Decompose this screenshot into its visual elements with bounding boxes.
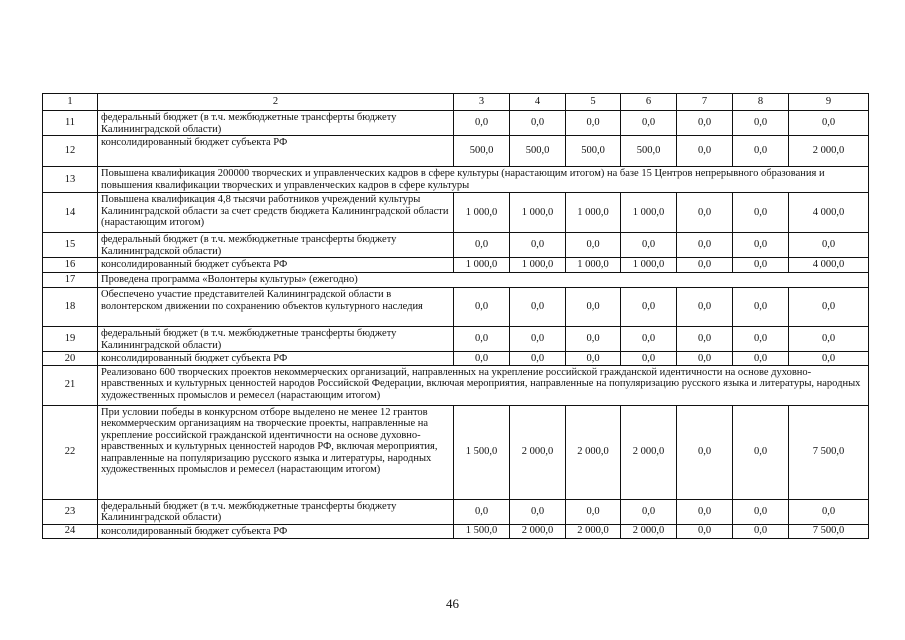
value-cell: 0,0 [677,352,733,366]
value-cell: 0,0 [733,352,789,366]
header-cell-9: 9 [789,94,869,111]
value-cell: 0,0 [510,499,566,524]
table-body [43,94,869,539]
table-row [43,405,869,499]
table-row [43,258,869,273]
value-cell: 0,0 [566,327,621,352]
table-row [43,193,869,233]
value-cell: 0,0 [733,193,789,233]
value-cell: 0,0 [677,524,733,538]
row-description: Обеспечено участие представителей Калининградской области в волонтерском движении по сохранению объектов культурного наследия [98,288,454,327]
value-cell: 0,0 [733,258,789,273]
value-cell: 0,0 [510,111,566,136]
value-cell: 1 500,0 [454,405,510,499]
value-cell: 0,0 [677,327,733,352]
value-cell: 0,0 [789,499,869,524]
header-cell-5: 5 [566,94,621,111]
value-cell: 0,0 [454,233,510,258]
value-cell: 0,0 [789,327,869,352]
value-cell: 0,0 [677,193,733,233]
value-cell: 0,0 [733,288,789,327]
row-number: 20 [43,352,98,366]
value-cell: 1 500,0 [454,524,510,538]
value-cell: 0,0 [510,288,566,327]
table-row [43,524,869,538]
value-cell: 0,0 [454,499,510,524]
value-cell: 0,0 [733,327,789,352]
value-cell: 0,0 [510,327,566,352]
row-number: 11 [43,111,98,136]
value-cell: 500,0 [566,136,621,167]
value-cell: 2 000,0 [510,405,566,499]
value-cell: 7 500,0 [789,405,869,499]
value-cell: 500,0 [510,136,566,167]
value-cell: 1 000,0 [510,258,566,273]
value-cell: 1 000,0 [510,193,566,233]
value-cell: 0,0 [733,233,789,258]
row-number: 24 [43,524,98,538]
value-cell: 0,0 [789,111,869,136]
value-cell: 0,0 [566,233,621,258]
value-cell: 0,0 [566,499,621,524]
value-cell: 0,0 [733,524,789,538]
value-cell: 2 000,0 [566,524,621,538]
header-cell-8: 8 [733,94,789,111]
row-number: 14 [43,193,98,233]
value-cell: 1 000,0 [621,258,677,273]
row-number: 22 [43,405,98,499]
row-description: консолидированный бюджет субъекта РФ [98,258,454,273]
value-cell: 1 000,0 [454,193,510,233]
value-cell: 0,0 [677,233,733,258]
value-cell: 0,0 [621,288,677,327]
value-cell: 0,0 [454,327,510,352]
table-row [43,136,869,167]
value-cell: 0,0 [454,288,510,327]
row-description: Повышена квалификация 4,8 тысячи работников учреждений культуры Калининградской области за счет средств бюджета Калининградской области (нарастающим итогом) [98,193,454,233]
header-cell-1: 1 [43,94,98,111]
row-number: 23 [43,499,98,524]
value-cell: 2 000,0 [510,524,566,538]
value-cell: 0,0 [566,352,621,366]
section-heading: Реализовано 600 творческих проектов некоммерческих организаций, направленных на укрепление российской гражданской идентичности на основе духовно-нравственных и культурных ценностей народов Российской Федерации, включая мероприятия, направленные на популяризацию русского языка и литературы, народных художественных промыслов и ремесел (нарастающим итогом) [98,365,869,405]
value-cell: 0,0 [677,499,733,524]
row-description: федеральный бюджет (в т.ч. межбюджетные трансферты бюджету Калининградской области) [98,499,454,524]
value-cell: 0,0 [510,233,566,258]
row-description: При условии победы в конкурсном отборе выделено не менее 12 грантов некоммерческим организациям на творческие проекты, направленные на укрепление российской гражданской идентичности на основе духовно-нравственных и культурных ценностей народов РФ, включая мероприятия, направленные на популяризацию русского языка и литературы, народных художественных промыслов и ремесел (нарастающим итогом) [98,405,454,499]
value-cell: 0,0 [677,288,733,327]
row-number: 12 [43,136,98,167]
budget-table [42,93,869,539]
row-number: 13 [43,167,98,193]
value-cell: 0,0 [789,352,869,366]
value-cell: 0,0 [621,111,677,136]
value-cell: 0,0 [566,288,621,327]
header-cell-7: 7 [677,94,733,111]
value-cell: 4 000,0 [789,193,869,233]
value-cell: 2 000,0 [621,405,677,499]
row-number: 19 [43,327,98,352]
header-cell-3: 3 [454,94,510,111]
value-cell: 1 000,0 [621,193,677,233]
value-cell: 500,0 [621,136,677,167]
table-row [43,499,869,524]
value-cell: 0,0 [733,136,789,167]
value-cell: 0,0 [621,499,677,524]
value-cell: 0,0 [789,233,869,258]
value-cell: 1 000,0 [566,193,621,233]
value-cell: 7 500,0 [789,524,869,538]
row-description: федеральный бюджет (в т.ч. межбюджетные трансферты бюджету Калининградской области) [98,111,454,136]
table-row [43,273,869,288]
header-row [43,94,869,111]
table-row [43,111,869,136]
value-cell: 0,0 [454,352,510,366]
row-description: федеральный бюджет (в т.ч. межбюджетные трансферты бюджету Калининградской области) [98,233,454,258]
value-cell: 0,0 [733,111,789,136]
value-cell: 4 000,0 [789,258,869,273]
table-row [43,365,869,405]
value-cell: 0,0 [789,288,869,327]
table-row [43,352,869,366]
value-cell: 0,0 [677,405,733,499]
value-cell: 0,0 [510,352,566,366]
row-number: 17 [43,273,98,288]
page-number: 46 [446,596,459,611]
row-number: 16 [43,258,98,273]
row-description: консолидированный бюджет субъекта РФ [98,136,454,167]
value-cell: 2 000,0 [566,405,621,499]
header-cell-6: 6 [621,94,677,111]
value-cell: 2 000,0 [621,524,677,538]
value-cell: 0,0 [454,111,510,136]
value-cell: 0,0 [621,352,677,366]
value-cell: 0,0 [677,111,733,136]
value-cell: 2 000,0 [789,136,869,167]
value-cell: 0,0 [566,111,621,136]
value-cell: 0,0 [677,136,733,167]
value-cell: 1 000,0 [454,258,510,273]
header-cell-2: 2 [98,94,454,111]
row-description: консолидированный бюджет субъекта РФ [98,524,454,538]
value-cell: 500,0 [454,136,510,167]
table-row [43,233,869,258]
row-description: консолидированный бюджет субъекта РФ [98,352,454,366]
row-description: федеральный бюджет (в т.ч. межбюджетные трансферты бюджету Калининградской области) [98,327,454,352]
value-cell: 0,0 [733,499,789,524]
value-cell: 1 000,0 [566,258,621,273]
header-cell-4: 4 [510,94,566,111]
section-heading: Повышена квалификация 200000 творческих и управленческих кадров в сфере культуры (нарастающим итогом) на базе 15 Центров непрерывного образования и повышения квалификации творческих и управленческих кадров в сфере культуры [98,167,869,193]
value-cell: 0,0 [677,258,733,273]
row-number: 21 [43,365,98,405]
row-number: 15 [43,233,98,258]
table-row [43,327,869,352]
section-heading: Проведена программа «Волонтеры культуры» (ежегодно) [98,273,869,288]
value-cell: 0,0 [733,405,789,499]
table-row [43,167,869,193]
value-cell: 0,0 [621,233,677,258]
row-number: 18 [43,288,98,327]
table-row [43,288,869,327]
value-cell: 0,0 [621,327,677,352]
